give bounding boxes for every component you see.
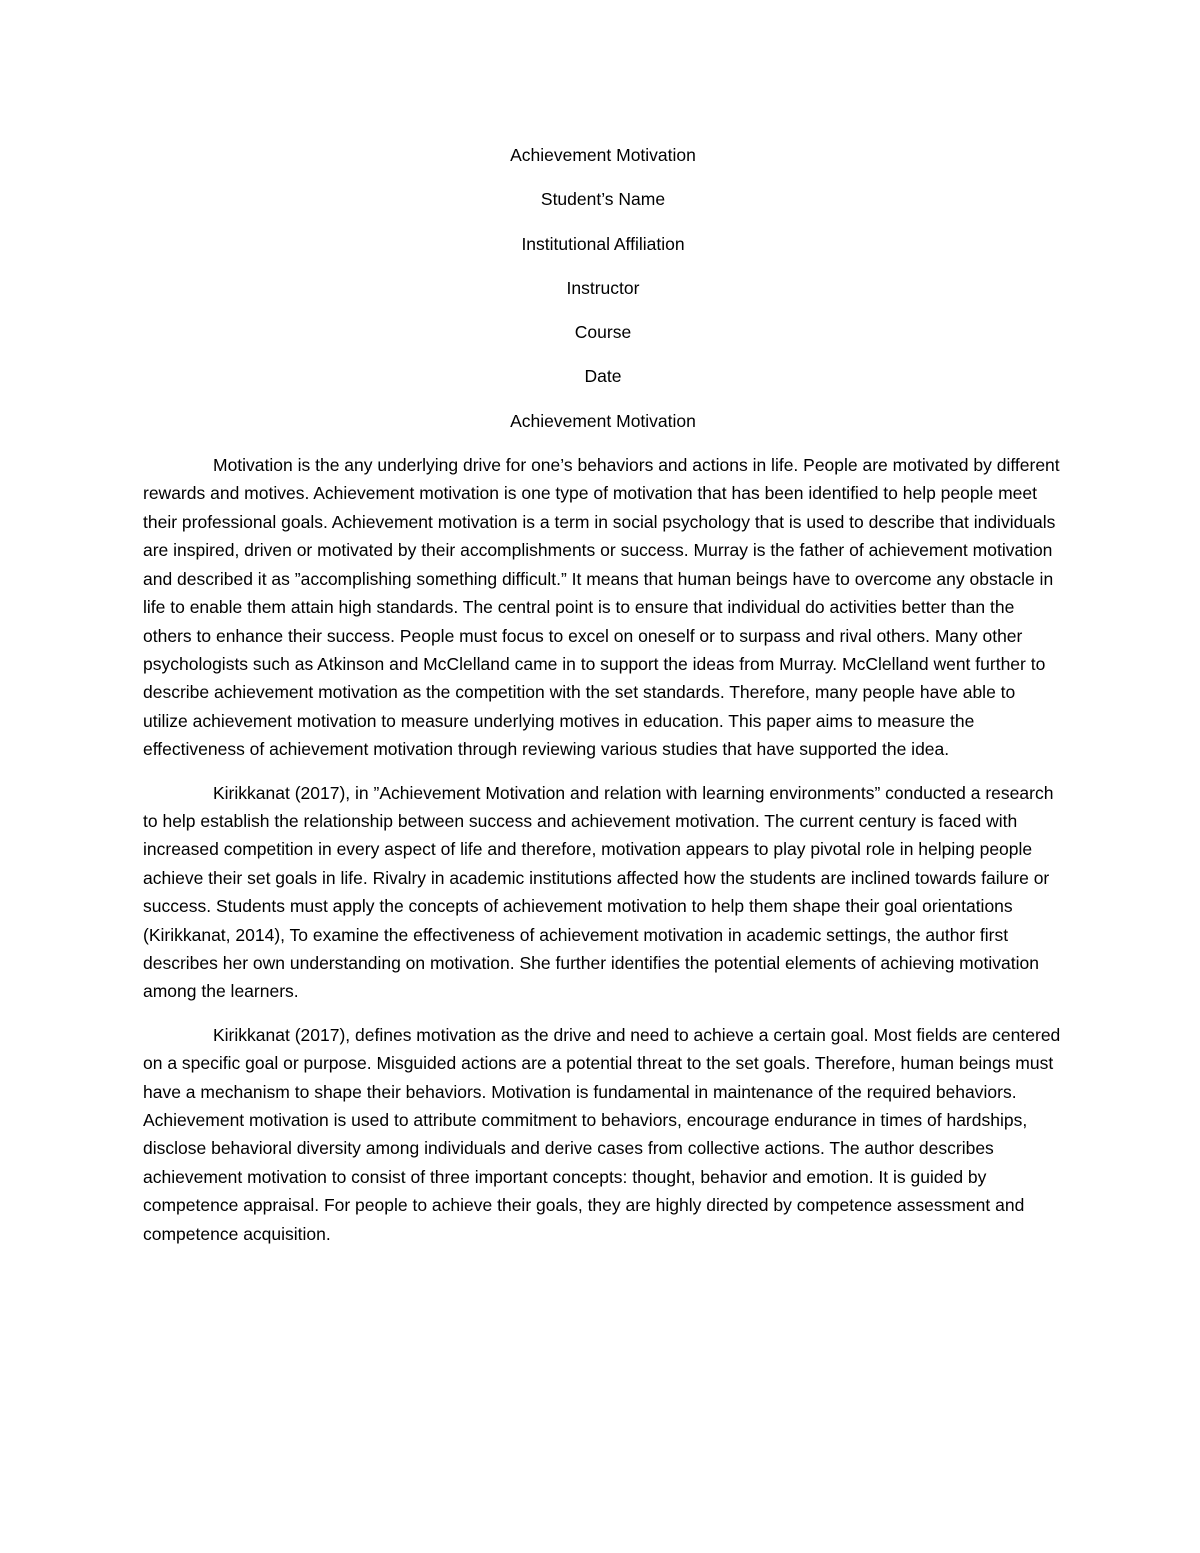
date-line: Date xyxy=(584,366,622,387)
instructor-name: Instructor xyxy=(566,277,640,298)
paragraph-kirikkanat-research: Kirikkanat (2017), in ”Achievement Motivation and relation with learning environments” conducted a research to help establish the relationship between success and achievement motivation. The current century is faced with increased competition in every aspect of life and therefore, motivation appears to play pivotal role in helping people achieve their set goals in life. Rivalry in academic institutions affected how the students are inclined towards failure or success. Students must apply the concepts of achievement motivation to help them shape their goal orientations (Kirikkanat, 2014), To examine the effectiveness of achievement motivation in academic settings, the author first describes her own understanding on motivation. She further identifies the potential elements of achieving motivation among the learners. xyxy=(143,782,1054,1002)
student-name: Student’s Name xyxy=(540,189,666,210)
institutional-affiliation: Institutional Affiliation xyxy=(521,233,685,254)
paragraph-introduction: Motivation is the any underlying drive for one’s behaviors and actions in life. People are motivated by different rewards and motives. Achievement motivation is one type of motivation that has been identified to help people meet their professional goals. Achievement motivation is a term in social psychology that is used to describe that individuals are inspired, driven or motivated by their accomplishments or success. Murray is the father of achievement motivation and described it as ”accomplishing something difficult.” It means that human beings have to overcome any obstacle in life to enable them attain high standards. The central point is to ensure that individual do activities better than the others to enhance their success. People must focus to excel on oneself or to surpass and rival others. Many other psychologists such as Atkinson and McClelland came in to support the ideas from Murray. McClelland went further to describe achievement motivation as the competition with the set standards. Therefore, many people have able to utilize achievement motivation to measure underlying motives in education. This paper aims to measure the effectiveness of achievement motivation through reviewing various studies that have supported the idea. xyxy=(143,455,1060,760)
paragraph-motivation-definition: Kirikkanat (2017), defines motivation as the drive and need to achieve a certain goal. Most fields are centered on a specific goal or purpose. Misguided actions are a potential threat to the set goals. Therefore, human beings must have a mechanism to shape their behaviors. Motivation is fundamental in maintenance of the required behaviors. Achievement motivation is used to attribute commitment to behaviors, encourage endurance in times of hardships, disclose behavioral diversity among individuals and derive cases from collective actions. The author describes achievement motivation to consist of three important concepts: thought, behavior and emotion. It is guided by competence appraisal. For people to achieve their goals, they are highly directed by competence assessment and competence acquisition. xyxy=(143,1024,1061,1244)
page-content xyxy=(143,141,1063,1263)
paper-title: Achievement Motivation xyxy=(510,145,696,165)
course-name: Course xyxy=(574,322,632,343)
body-heading: Achievement Motivation xyxy=(510,410,696,431)
